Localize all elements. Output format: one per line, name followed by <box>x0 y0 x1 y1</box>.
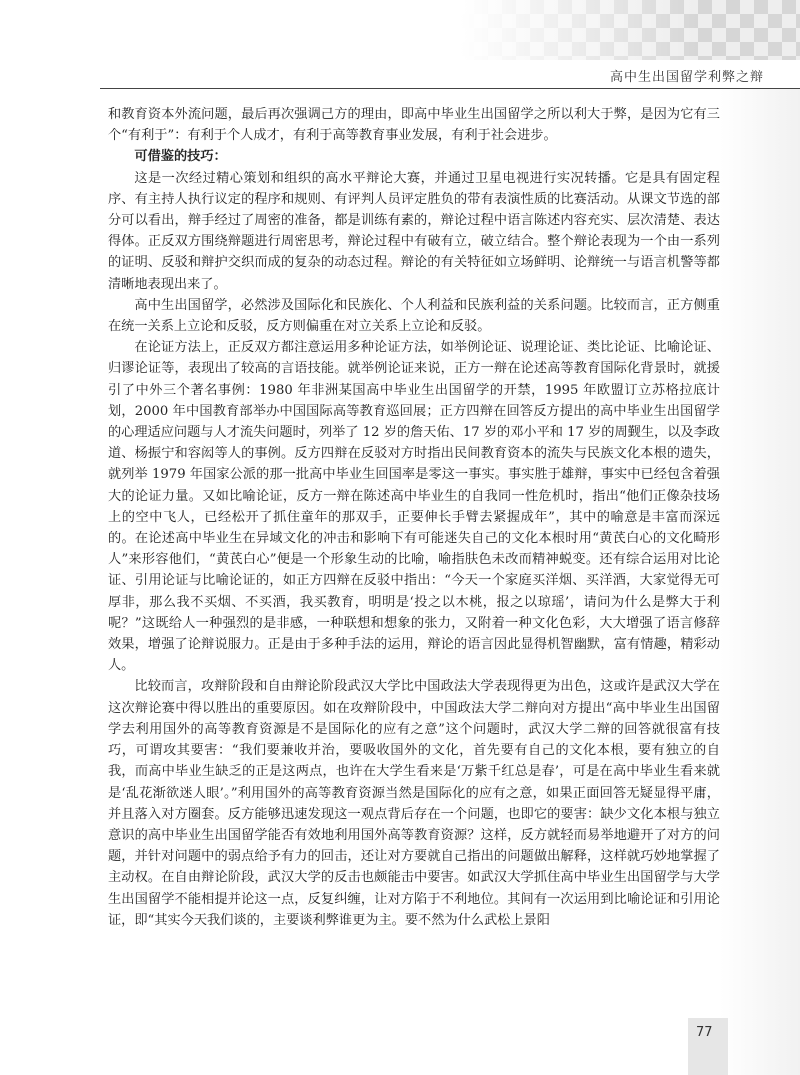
header-pattern-fade <box>460 0 800 60</box>
paragraph: 高中生出国留学，必然涉及国际化和民族化、个人利益和民族利益的关系问题。比较而言，正方侧重在统一关系上立论和反驳，反方则偏重在对立关系上立论和反驳。 <box>108 297 720 335</box>
paragraph: 这是一次经过精心策划和组织的高水平辩论大赛，并通过卫星电视进行实况转播。它是具有固定程序、有主持人执行议定的程序和规则、有评判人员评定胜负的带有表演性质的比赛活动。从课文节选的部分可以看出，辩手经过了周密的准备，都是训练有素的，辩论过程中语言陈述内容充实、层次清楚、表达得体。正反双方围绕辩题进行周密思考，辩论过程中有破有立，破立结合。整个辩论表现为一个由一系列的证明、反驳和辩护交织而成的复杂的动态过程。辩论的有关特征如立场鲜明、论辩统一与语言机警等都清晰地表现出来了。 <box>108 170 720 292</box>
paragraph: 在论证方法上，正反双方都注意运用多种论证方法，如举例论证、说理论证、类比论证、比喻论证、归谬论证等，表现出了较高的言语技能。就举例论证来说，正方一辩在论述高等教育国际化背景时，就援引了中外三个著名事例：1980 年非洲某国高中毕业生出国留学的开禁，1995 年欧盟订立苏格拉底计划，2000 年中国教育部举办中国国际高等教育巡回展；正方四辩在回答反方提出的高中毕业生出国留学的心理适应问题与人才流失问题时，列举了 12 岁的詹天佑、17 岁的邓小平和 17 岁的周觐生，以及李政道、杨振宁和容闳等人的事例。反方四辩在反驳对方时指出民间教育资本的流失与民族文化本根的遗失，就列举 1979 年国家公派的那一批高中毕业生回国率是零这一事实。事实胜于雄辩，事实中已经包含着强大的论证力量。又如比喻论证，反方一辩在陈述高中毕业生的自我同一性危机时，指出“他们正像杂技场上的空中飞人，已经松开了抓住童年的那双手，正要伸长手臂去紧握成年”，其中的喻意是丰富而深远的。在论述高中毕业生在异域文化的冲击和影响下有可能迷失自己的文化本根时用“黄芪白心的文化畸形人”来形容他们，“黄芪白心”便是一个形象生动的比喻，喻指肤色未改而精神蜕变。还有综合运用对比论证、引用论证与比喻论证的，如正方四辩在反驳中指出：“今天一个家庭买洋烟、买洋酒，大家觉得无可厚非，那么我不买烟、不买酒，我买教育，明明是‘投之以木桃，报之以琼瑶’，请问为什么是弊大于利呢？”这既给人一种强烈的是非感，一种联想和想象的张力，又附着一种文化色彩，大大增强了语言修辞效果，增强了论辩说服力。正是由于多种手法的运用，辩论的语言因此显得机智幽默，富有情趣，精彩动人。 <box>108 340 720 674</box>
section-heading: 可借鉴的技巧： <box>134 149 227 165</box>
header-rule <box>100 88 800 89</box>
running-header-title: 高中生出国留学利弊之辩 <box>609 70 764 85</box>
page-number: 77 <box>696 1025 713 1040</box>
body-text <box>108 104 720 931</box>
page-edge-shade <box>720 88 800 1075</box>
paragraph: 和教育资本外流问题，最后再次强调己方的理由，即高中毕业生出国留学之所以利大于弊，是因为它有三个“有利于”：有利于个人成才，有利于高等教育事业发展，有利于社会进步。 <box>108 107 720 144</box>
paragraph: 比较而言，攻辩阶段和自由辩论阶段武汉大学比中国政法大学表现得更为出色，这或许是武汉大学在这次辩论赛中得以胜出的重要原因。如在攻辩阶段中，中国政法大学二辩向对方提出“高中毕业生出国留学去利用国外的高等教育资源是不是国际化的应有之意”这个问题时，武汉大学二辩的回答就很富有技巧，可谓攻其要害：“我们要兼收并治，要吸收国外的文化，首先要有自己的文化本根，要有独立的自我，而高中毕业生缺乏的正是这两点，也许在大学生看来是‘万紫千红总是春’，可是在高中毕业生看来就是‘乱花渐欲迷人眼’。”利用国外的高等教育资源当然是国际化的应有之意，如果正面回答无疑显得平庸，并且落入对方圈套。反方能够迅速发现这一观点背后存在一个问题，也即它的要害：缺少文化本根与独立意识的高中毕业生出国留学能否有效地利用国外高等教育资源？这样，反方就轻而易举地避开了对方的问题，并针对问题中的弱点给予有力的回击，还让对方要就自己指出的问题做出解释，这样就巧妙地掌握了主动权。在自由辩论阶段，武汉大学的反击也颇能击中要害。如武汉大学抓住高中毕业生出国留学与大学生出国留学不能相提并论这一点，反复纠缠，让对方陷于不利地位。其间有一次运用到比喻论证和引用论证，即“其实今天我们谈的，主要谈利弊谁更为主。要不然为什么武松上景阳 <box>108 679 720 928</box>
